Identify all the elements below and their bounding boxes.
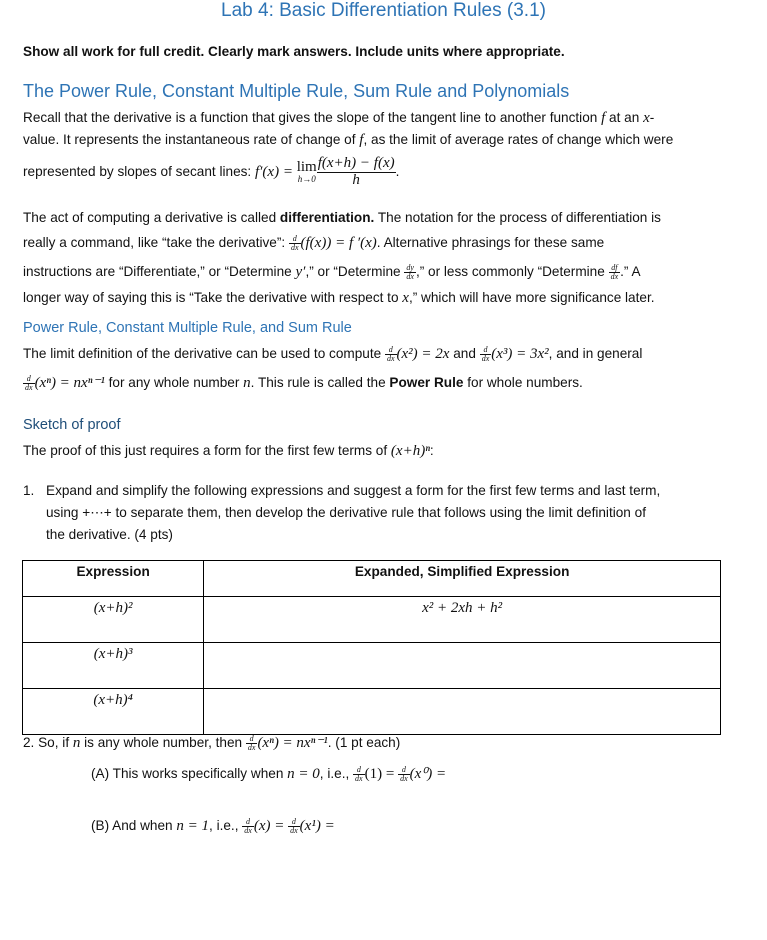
text: and bbox=[449, 346, 480, 361]
df: df bbox=[609, 264, 621, 273]
text: 2. So, if bbox=[23, 735, 73, 750]
term-differentiation: differentiation. bbox=[279, 210, 375, 225]
text: at an bbox=[605, 110, 644, 125]
question-2a bbox=[91, 765, 446, 783]
dx: dx bbox=[481, 353, 490, 363]
df-dx bbox=[609, 264, 621, 281]
expansion-table bbox=[22, 560, 721, 735]
text: value. It represents the instantaneous rate of change of bbox=[23, 132, 360, 147]
dx: dx bbox=[247, 742, 256, 752]
text: (B) And when bbox=[91, 818, 177, 833]
numerator: f(x+h) − f(x) bbox=[317, 155, 395, 172]
d: d bbox=[242, 818, 254, 827]
table-row bbox=[23, 689, 721, 735]
dx: dx bbox=[610, 271, 619, 281]
math: (x³) = 3x² bbox=[491, 346, 549, 362]
term-power-rule: Power Rule bbox=[389, 375, 464, 390]
text: : bbox=[429, 443, 434, 458]
text: , i.e., bbox=[209, 818, 243, 833]
question-2b bbox=[91, 817, 335, 835]
text: - bbox=[649, 110, 655, 125]
question-2 bbox=[23, 734, 400, 752]
text: The act of computing a derivative is called bbox=[23, 210, 280, 225]
paragraph-line bbox=[23, 131, 673, 149]
paragraph-line bbox=[23, 442, 434, 460]
dy: dy bbox=[406, 262, 414, 272]
section-heading-power-rule: The Power Rule, Constant Multiple Rule, Sum Rule and Polynomials bbox=[23, 81, 570, 101]
section-heading-sketch: Sketch of proof bbox=[23, 417, 121, 433]
table-row bbox=[23, 597, 721, 643]
instructions: Show all work for full credit. Clearly mark answers. Include units where appropriate. bbox=[23, 44, 565, 59]
dx: dx bbox=[355, 773, 363, 783]
table-header-row bbox=[23, 561, 721, 597]
text: ,” which will have more significance later. bbox=[408, 290, 655, 305]
text: Recall that the derivative is a function that gives the slope of the tangent line to another function bbox=[23, 110, 602, 125]
dx: dx bbox=[400, 773, 408, 783]
d: d bbox=[246, 735, 258, 744]
text: . Alternative phrasings for these same bbox=[376, 235, 605, 250]
d-dx bbox=[385, 346, 397, 363]
question-1-line: using +⋯+ to separate them, then develop the derivative rule that follows using the limit definition of bbox=[46, 505, 646, 520]
lim: lim bbox=[296, 159, 317, 176]
dx: dx bbox=[290, 825, 298, 835]
math: f bbox=[601, 110, 606, 126]
text: represented by slopes of secant lines: bbox=[23, 164, 255, 179]
text: , and in general bbox=[548, 346, 643, 361]
text: , as the limit of average rates of change which were bbox=[363, 132, 674, 147]
d-dx bbox=[246, 735, 258, 752]
text: (A) This works specifically when bbox=[91, 766, 288, 781]
answer-cell[interactable] bbox=[204, 643, 721, 689]
text: . This rule is called the bbox=[250, 375, 390, 390]
text: instructions are “Differentiate,” or “Determine bbox=[23, 264, 296, 279]
d: d bbox=[23, 375, 35, 384]
table-row bbox=[23, 643, 721, 689]
h-to-0: h→0 bbox=[297, 174, 316, 185]
derivative-definition: f′(x) = bbox=[254, 164, 297, 180]
d: d bbox=[480, 346, 492, 355]
paragraph-line bbox=[23, 289, 655, 307]
answer-cell[interactable] bbox=[204, 689, 721, 735]
paragraph-line bbox=[23, 156, 399, 188]
dx: dx bbox=[290, 242, 299, 252]
text: is any whole number, then bbox=[80, 735, 246, 750]
paragraph-line bbox=[23, 374, 583, 392]
limit bbox=[297, 160, 317, 184]
text: .” A bbox=[620, 264, 641, 279]
paragraph-line bbox=[23, 263, 641, 281]
text: for any whole number bbox=[104, 375, 244, 390]
d: d bbox=[289, 235, 301, 244]
math: n bbox=[243, 375, 251, 391]
d-dx bbox=[353, 766, 365, 783]
d-dx bbox=[398, 766, 410, 783]
d-dx bbox=[480, 346, 492, 363]
expression-cell: (x+h)² bbox=[23, 597, 204, 643]
math: n = 1 bbox=[176, 818, 210, 834]
power-rule-formula: (xⁿ) = nxⁿ⁻¹ bbox=[34, 375, 105, 391]
dx: dx bbox=[244, 825, 252, 835]
question-1-line: Expand and simplify the following expressions and suggest a form for the first few terms and last term, bbox=[46, 483, 661, 498]
math: (1) = bbox=[364, 766, 399, 782]
expression-cell: (x+h)³ bbox=[23, 643, 204, 689]
math: y′ bbox=[295, 264, 306, 280]
math: (x⁰) = bbox=[409, 766, 447, 782]
math: (x) = bbox=[253, 818, 289, 834]
column-header: Expression bbox=[23, 561, 204, 597]
answer-cell[interactable]: x² + 2xh + h² bbox=[204, 597, 721, 643]
math: (xⁿ) = nxⁿ⁻¹ bbox=[257, 735, 328, 751]
question-1-line: the derivative. (4 pts) bbox=[46, 527, 173, 542]
math: (x²) = 2x bbox=[396, 346, 450, 362]
text: ,” or less commonly “Determine bbox=[415, 264, 609, 279]
math: (f(x)) = f ′(x) bbox=[300, 235, 377, 251]
math: n bbox=[72, 735, 81, 751]
paragraph-line bbox=[23, 209, 661, 227]
text: The limit definition of the derivative can be used to compute bbox=[23, 346, 385, 361]
text: . (1 pt each) bbox=[327, 735, 401, 750]
d: d bbox=[398, 766, 410, 775]
text: for whole numbers. bbox=[463, 375, 583, 390]
paragraph-line bbox=[23, 345, 642, 363]
denominator: h bbox=[352, 172, 360, 189]
math: n = 0 bbox=[287, 766, 320, 782]
difference-quotient bbox=[317, 156, 396, 188]
d-dx bbox=[23, 375, 35, 392]
paragraph-line bbox=[23, 109, 654, 127]
d: d bbox=[385, 346, 397, 355]
dy-dx bbox=[404, 264, 416, 281]
expression-cell: (x+h)⁴ bbox=[23, 689, 204, 735]
section-heading-rules: Power Rule, Constant Multiple Rule, and Sum Rule bbox=[23, 320, 352, 336]
text: The notation for the process of differentiation is bbox=[374, 210, 661, 225]
d-dx bbox=[288, 818, 300, 835]
question-1-number: 1. bbox=[23, 483, 35, 498]
text: The proof of this just requires a form for the first few terms of bbox=[23, 443, 391, 458]
page-title: Lab 4: Basic Differentiation Rules (3.1) bbox=[221, 0, 546, 21]
text: longer way of saying this is “Take the derivative with respect to bbox=[23, 290, 403, 305]
d: d bbox=[353, 766, 365, 775]
math: (x+h)ⁿ bbox=[390, 443, 430, 459]
text: , i.e., bbox=[319, 766, 354, 781]
d-dx bbox=[242, 818, 254, 835]
d: d bbox=[288, 818, 300, 827]
math: x bbox=[643, 110, 650, 126]
paragraph-line bbox=[23, 234, 604, 252]
dx: dx bbox=[25, 382, 33, 392]
math: f bbox=[359, 132, 364, 148]
d-dx bbox=[289, 235, 301, 252]
math: (x¹) = bbox=[299, 818, 335, 834]
dx: dx bbox=[386, 353, 395, 363]
text: ,” or “Determine bbox=[305, 264, 405, 279]
column-header: Expanded, Simplified Expression bbox=[204, 561, 721, 597]
math: x bbox=[402, 290, 409, 306]
text: . bbox=[395, 164, 400, 179]
text: really a command, like “take the derivative”: bbox=[23, 235, 289, 250]
dx: dx bbox=[406, 271, 414, 281]
